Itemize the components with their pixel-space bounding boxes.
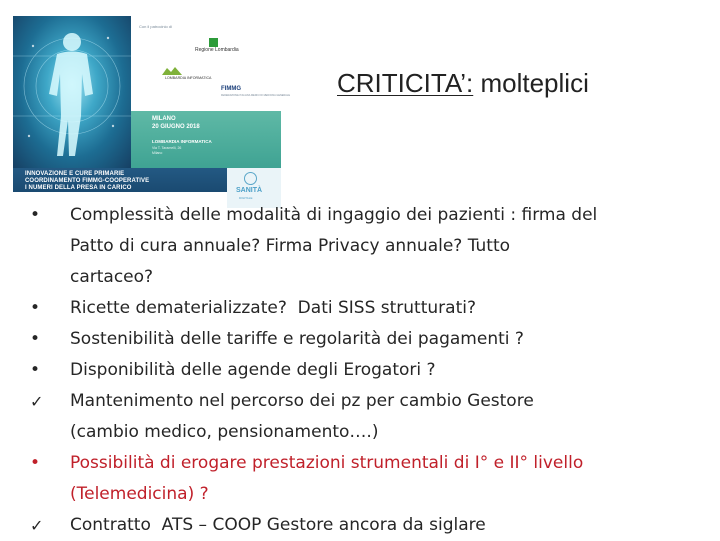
bullet-dot-icon: • xyxy=(30,298,41,318)
bullet-text-line: Sostenibilità delle tariffe e regolarità dei pagamenti ? xyxy=(70,329,524,349)
banner-headline-1: INNOVAZIONE E CURE PRIMARIE xyxy=(25,171,125,177)
bullet-text-line: cartaceo? xyxy=(70,267,154,287)
bullet-dot-icon: • xyxy=(30,205,41,225)
lombardia-informatica-logo xyxy=(161,66,183,76)
bullet-dot-icon: • xyxy=(30,360,41,380)
fimmg-subtitle: FEDERAZIONE ITALIANA MEDICI DI MEDICINA GENERALE xyxy=(221,94,290,97)
banner-partners xyxy=(131,16,290,111)
bullet-text-line: Contratto ATS – COOP Gestore ancora da siglare xyxy=(70,515,486,535)
bullet-item xyxy=(30,355,710,386)
event-address-city: Milano xyxy=(152,151,163,155)
bullet-item xyxy=(30,386,710,448)
regione-lombardia-logo xyxy=(209,38,218,47)
bullet-text-line: (cambio medico, pensionamento….) xyxy=(70,422,379,442)
event-address: Via T. Taramelli, 26 xyxy=(152,146,182,150)
event-date: 20 GIUGNO 2018 xyxy=(152,124,200,130)
bullet-item xyxy=(30,448,710,510)
slide-title xyxy=(337,67,589,99)
badge-subtitle: DIGITALE xyxy=(239,196,253,200)
lombardia-informatica-text: LOMBARDIA INFORMATICA xyxy=(165,76,212,80)
title-underlined: CRITICITA’: xyxy=(337,68,474,98)
event-venue: LOMBARDIA INFORMATICA xyxy=(152,139,212,144)
bullet-text-line: (Telemedicina) ? xyxy=(70,484,209,504)
fimmg-logo-text: FIMMG xyxy=(221,86,241,92)
bullet-text-line: Ricette dematerializzate? Dati SISS strutturati? xyxy=(70,298,476,318)
bullet-text-line: Patto di cura annuale? Firma Privacy annuale? Tutto xyxy=(70,236,511,256)
partner-line: Con il patrocinio di xyxy=(139,24,172,29)
checkmark-icon: ✓ xyxy=(30,516,44,535)
bullet-text-line: Possibilità di erogare prestazioni strumentali di I° e II° livello xyxy=(70,453,584,473)
bullet-text-line: Complessità delle modalità di ingaggio dei pazienti : firma del xyxy=(70,205,598,225)
banner-event-panel xyxy=(131,111,281,168)
banner-headline-2: COORDINAMENTO FIMMG-COOPERATIVE xyxy=(25,178,150,184)
bullet-item xyxy=(30,293,710,324)
bullet-dot-icon: • xyxy=(30,453,41,473)
regione-lombardia-text: Regione Lombardia xyxy=(195,47,239,53)
bullet-text-line: Mantenimento nel percorso dei pz per cambio Gestore xyxy=(70,391,534,411)
banner-hero-figure xyxy=(13,16,131,168)
event-banner-image xyxy=(13,16,290,200)
bullet-dot-icon: • xyxy=(30,329,41,349)
bullet-list xyxy=(30,200,710,541)
bullet-item xyxy=(30,324,710,355)
badge-name: SANITÀ xyxy=(236,187,263,194)
bullet-text-line: Disponibilità delle agende degli Erogatori ? xyxy=(70,360,436,380)
title-rest: molteplici xyxy=(473,68,589,98)
badge-ring-icon xyxy=(244,172,257,185)
bullet-item xyxy=(30,200,710,293)
human-figure-icon xyxy=(13,16,131,168)
bullet-item xyxy=(30,510,710,541)
banner-headline-3: I NUMERI DELLA PRESA IN CARICO xyxy=(25,185,132,191)
event-city: MILANO xyxy=(152,116,176,122)
checkmark-icon: ✓ xyxy=(30,392,44,411)
